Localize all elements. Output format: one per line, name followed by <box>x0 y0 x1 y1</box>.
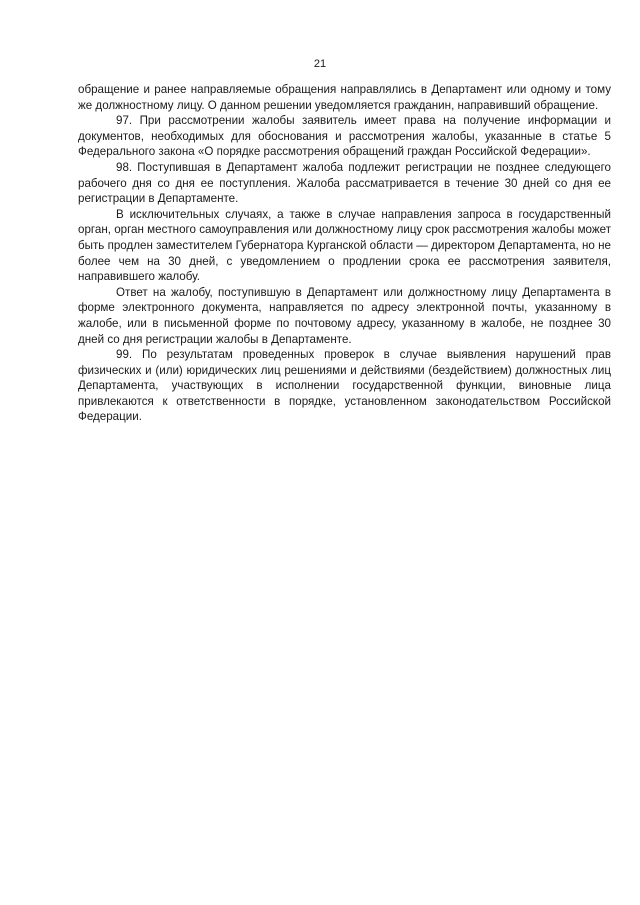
paragraph-continuation: обращение и ранее направляемые обращения направлялись в Департамент или одному и тому же должностному лицу. О данном решении уведомляется гражданин, направивший обращение. <box>78 83 611 112</box>
page-number: 21 <box>313 58 327 70</box>
paragraph-97: 97. При рассмотрении жалобы заявитель имеет права на получение информации и документов, необходимых для обоснования и рассмотрения жалобы, указанные в статье 5 Федерального закона «О порядке рассмотрения обращений граждан Российской Федерации». <box>78 114 611 159</box>
paragraph-exceptional-cases: В исключительных случаях, а также в случае направления запроса в государственный орган, орган местного самоуправления или должностному лицу срок рассмотрения жалобы может быть продлен заместителем Губернатора Курганской области — директором Департамента, но не более чем на 30 дней, с уведомлением о продлении срока ее рассмотрения заявителя, направившего жалобу. <box>78 207 611 284</box>
paragraph-99: 99. По результатам проведенных проверок в случае выявления нарушений прав физических и (или) юридических лиц решениями и действиями (бездействием) должностных лиц Департамента, участвующих в исполнении государственной функции, виновные лица привлекаются к ответственности в порядке, установленном законодательством Российской Федерации. <box>78 348 611 424</box>
body-text <box>78 82 611 425</box>
paragraph-response: Ответ на жалобу, поступившую в Департамент или должностному лицу Департамента в форме электронного документа, направляется по адресу электронной почты, указанному в жалобе, или в письменной форме по почтовому адресу, указанному в жалобе, не позднее 30 дней со дня регистрации жалобы в Департаменте. <box>78 285 611 346</box>
paragraph-98: 98. Поступившая в Департамент жалоба подлежит регистрации не позднее следующего рабочего дня со дня ее поступления. Жалоба рассматривается в течение 30 дней со дня ее регистрации в Департаменте. <box>78 160 611 206</box>
